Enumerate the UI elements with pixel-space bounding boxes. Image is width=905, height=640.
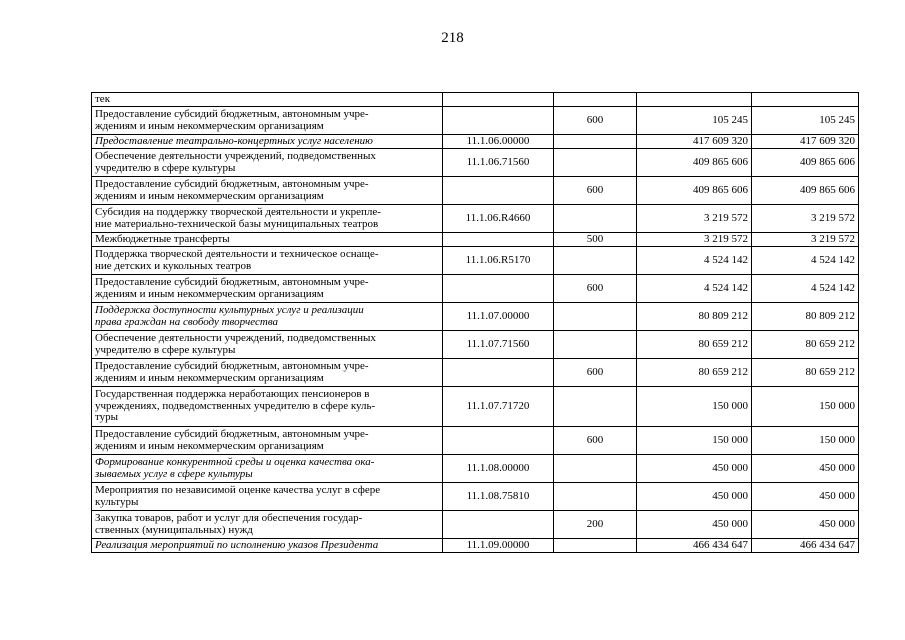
table-row — [92, 135, 859, 149]
row-code-cell — [443, 427, 554, 455]
table-row — [92, 511, 859, 539]
table-row — [92, 93, 859, 107]
row-expense-type-cell — [554, 483, 637, 511]
row-code-cell: 11.1.06.R4660 — [443, 205, 554, 233]
row-code-cell — [443, 107, 554, 135]
table-row — [92, 107, 859, 135]
row-amount-2-cell: 4 524 142 — [752, 275, 859, 303]
row-amount-1-cell: 80 659 212 — [637, 331, 752, 359]
row-name-cell: Обеспечение деятельности учреждений, подведомственных учредителю в сфере культуры — [92, 331, 443, 359]
table-row — [92, 149, 859, 177]
row-amount-2-cell: 150 000 — [752, 427, 859, 455]
row-expense-type-cell — [554, 205, 637, 233]
budget-table-body — [92, 93, 859, 553]
row-name-cell: Мероприятия по независимой оценке качества услуг в сфере культуры — [92, 483, 443, 511]
row-amount-2-cell: 466 434 647 — [752, 539, 859, 553]
table-row — [92, 455, 859, 483]
row-amount-1-cell: 3 219 572 — [637, 233, 752, 247]
row-amount-1-cell: 150 000 — [637, 387, 752, 427]
row-code-cell: 11.1.07.00000 — [443, 303, 554, 331]
row-amount-1-cell: 4 524 142 — [637, 247, 752, 275]
row-amount-2-cell: 80 659 212 — [752, 331, 859, 359]
row-name-cell: Государственная поддержка неработающих пенсионеров в учреждениях, подведомственных учредителю в сфере куль- туры — [92, 387, 443, 427]
budget-table — [91, 92, 859, 553]
row-amount-2-cell: 80 809 212 — [752, 303, 859, 331]
row-amount-1-cell: 80 659 212 — [637, 359, 752, 387]
row-code-cell — [443, 177, 554, 205]
row-expense-type-cell: 600 — [554, 177, 637, 205]
row-code-cell: 11.1.08.75810 — [443, 483, 554, 511]
row-amount-1-cell: 3 219 572 — [637, 205, 752, 233]
table-row — [92, 233, 859, 247]
row-amount-2-cell: 450 000 — [752, 483, 859, 511]
table-row — [92, 427, 859, 455]
row-expense-type-cell — [554, 539, 637, 553]
row-name-cell: Предоставление субсидий бюджетным, автономным учре- ждениям и иным некоммерческим организациям — [92, 177, 443, 205]
row-amount-1-cell: 466 434 647 — [637, 539, 752, 553]
row-expense-type-cell: 600 — [554, 107, 637, 135]
table-row — [92, 177, 859, 205]
table-row — [92, 387, 859, 427]
row-expense-type-cell — [554, 247, 637, 275]
row-expense-type-cell — [554, 303, 637, 331]
row-code-cell: 11.1.07.71560 — [443, 331, 554, 359]
row-code-cell — [443, 275, 554, 303]
row-code-cell — [443, 233, 554, 247]
row-amount-2-cell: 4 524 142 — [752, 247, 859, 275]
row-amount-1-cell: 450 000 — [637, 455, 752, 483]
row-name-cell: Предоставление субсидий бюджетным, автономным учре- ждениям и иным некоммерческим организациям — [92, 275, 443, 303]
row-amount-1-cell: 450 000 — [637, 483, 752, 511]
row-amount-2-cell: 409 865 606 — [752, 177, 859, 205]
table-row — [92, 247, 859, 275]
row-name-cell: Предоставление субсидий бюджетным, автономным учре- ждениям и иным некоммерческим организациям — [92, 427, 443, 455]
row-amount-2-cell — [752, 93, 859, 107]
row-amount-2-cell: 409 865 606 — [752, 149, 859, 177]
table-row — [92, 275, 859, 303]
row-amount-1-cell: 417 609 320 — [637, 135, 752, 149]
table-row — [92, 303, 859, 331]
row-code-cell: 11.1.07.71720 — [443, 387, 554, 427]
row-expense-type-cell — [554, 455, 637, 483]
page-number: 218 — [441, 30, 464, 46]
row-code-cell: 11.1.06.71560 — [443, 149, 554, 177]
row-expense-type-cell — [554, 149, 637, 177]
row-amount-2-cell: 3 219 572 — [752, 233, 859, 247]
row-expense-type-cell — [554, 331, 637, 359]
row-name-cell: тек — [92, 93, 443, 107]
row-amount-2-cell: 450 000 — [752, 455, 859, 483]
row-name-cell: Реализация мероприятий по исполнению указов Президента — [92, 539, 443, 553]
row-name-cell: Межбюджетные трансферты — [92, 233, 443, 247]
table-row — [92, 205, 859, 233]
row-expense-type-cell: 600 — [554, 275, 637, 303]
row-amount-2-cell: 450 000 — [752, 511, 859, 539]
row-amount-1-cell: 409 865 606 — [637, 177, 752, 205]
row-amount-2-cell: 417 609 320 — [752, 135, 859, 149]
row-amount-2-cell: 3 219 572 — [752, 205, 859, 233]
row-amount-1-cell: 4 524 142 — [637, 275, 752, 303]
row-code-cell — [443, 93, 554, 107]
row-name-cell: Предоставление театрально-концертных услуг населению — [92, 135, 443, 149]
row-code-cell: 11.1.08.00000 — [443, 455, 554, 483]
row-expense-type-cell — [554, 135, 637, 149]
table-row — [92, 359, 859, 387]
row-code-cell: 11.1.06.R5170 — [443, 247, 554, 275]
row-amount-1-cell: 450 000 — [637, 511, 752, 539]
row-amount-1-cell — [637, 93, 752, 107]
row-expense-type-cell: 200 — [554, 511, 637, 539]
row-code-cell: 11.1.06.00000 — [443, 135, 554, 149]
row-name-cell: Предоставление субсидий бюджетным, автономным учре- ждениям и иным некоммерческим организациям — [92, 107, 443, 135]
row-name-cell: Поддержка творческой деятельности и техническое оснаще- ние детских и кукольных театров — [92, 247, 443, 275]
row-code-cell — [443, 359, 554, 387]
row-name-cell: Субсидия на поддержку творческой деятельности и укрепле- ние материально-технической базы муниципальных театров — [92, 205, 443, 233]
row-amount-1-cell: 150 000 — [637, 427, 752, 455]
row-amount-1-cell: 409 865 606 — [637, 149, 752, 177]
table-row — [92, 539, 859, 553]
row-code-cell: 11.1.09.00000 — [443, 539, 554, 553]
row-name-cell: Предоставление субсидий бюджетным, автономным учре- ждениям и иным некоммерческим организациям — [92, 359, 443, 387]
row-expense-type-cell — [554, 387, 637, 427]
row-expense-type-cell — [554, 93, 637, 107]
row-name-cell: Поддержка доступности культурных услуг и реализации права граждан на свободу творчества — [92, 303, 443, 331]
row-code-cell — [443, 511, 554, 539]
row-name-cell: Формирование конкурентной среды и оценка качества ока- зываемых услуг в сфере культуры — [92, 455, 443, 483]
row-name-cell: Обеспечение деятельности учреждений, подведомственных учредителю в сфере культуры — [92, 149, 443, 177]
row-expense-type-cell: 600 — [554, 427, 637, 455]
row-amount-2-cell: 150 000 — [752, 387, 859, 427]
row-amount-1-cell: 80 809 212 — [637, 303, 752, 331]
row-amount-2-cell: 80 659 212 — [752, 359, 859, 387]
row-name-cell: Закупка товаров, работ и услуг для обеспечения государ- ственных (муниципальных) нужд — [92, 511, 443, 539]
table-row — [92, 483, 859, 511]
row-amount-1-cell: 105 245 — [637, 107, 752, 135]
table-row — [92, 331, 859, 359]
row-expense-type-cell: 600 — [554, 359, 637, 387]
row-amount-2-cell: 105 245 — [752, 107, 859, 135]
row-expense-type-cell: 500 — [554, 233, 637, 247]
